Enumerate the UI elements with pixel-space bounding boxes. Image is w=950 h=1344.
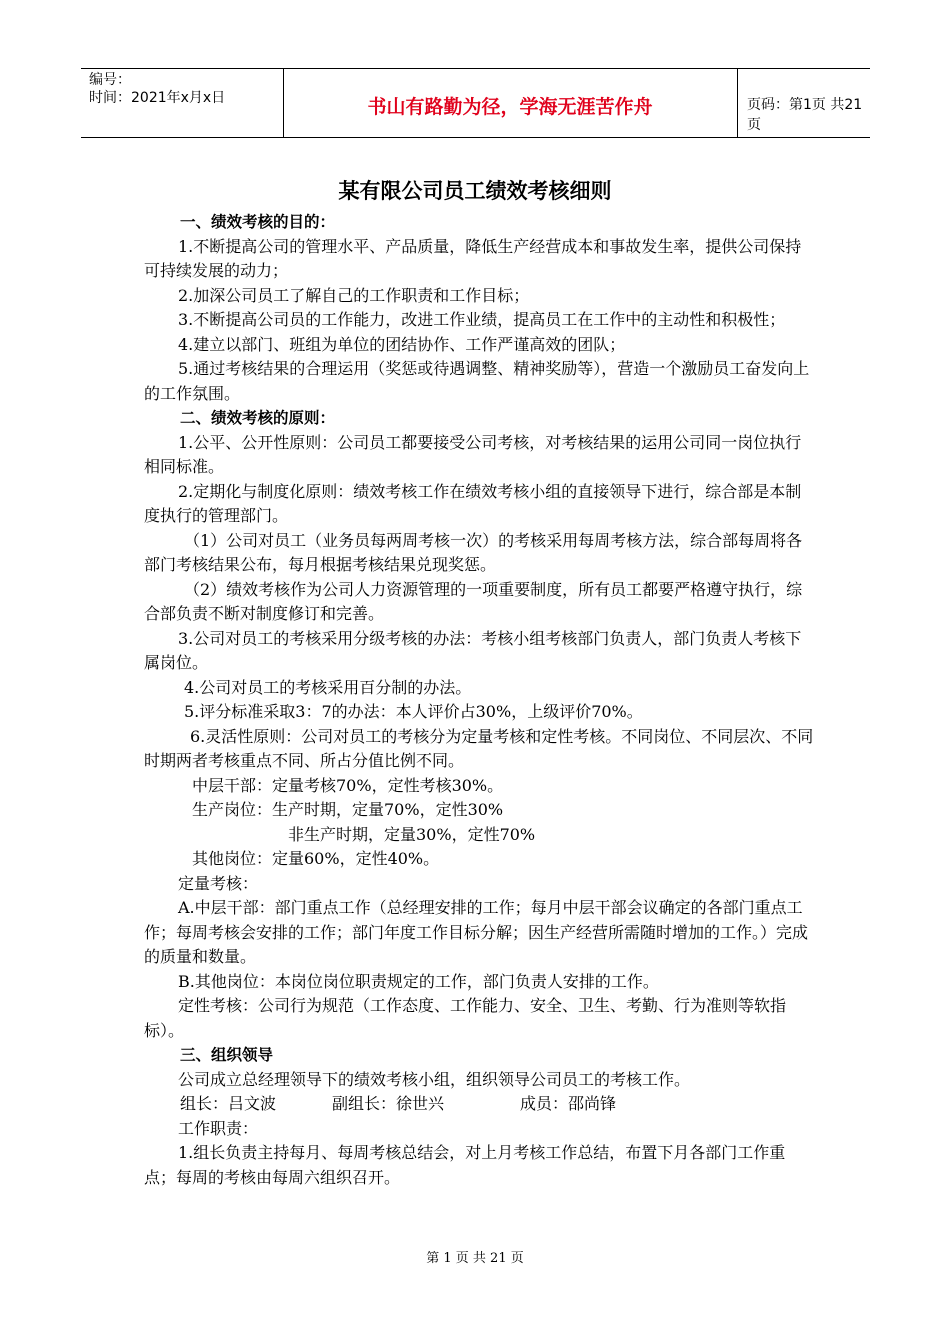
paragraph: 1.组长负责主持每月、每周考核总结会，对上月考核工作总结，布置下月各部门工作重点；每周的考核由每周六组织召开。 [144,1143,786,1187]
paragraph: 3.不断提高公司员的工作能力，改进工作业绩，提高员工在工作中的主动性和积极性； [178,310,786,329]
team-leader: 组长：吕文波 [180,1094,277,1113]
header-page-info: 页码：第1页 共21页 [747,97,863,133]
paragraph: （2）绩效考核作为公司人力资源管理的一项重要制度，所有员工都要严格遵守执行，综合部负责不断对制度修订和完善。 [144,579,803,623]
team-deputy: 副组长：徐世兴 [332,1094,445,1113]
paragraph: 非生产时期，定量30%，定性70% [288,824,536,844]
document-time-label: 时间：2021年x月x日 [89,90,226,106]
section-heading: 一、绩效考核的目的： [180,213,336,231]
page-footer: 第 1 页 共 21 页 [426,1251,524,1266]
paragraph: 定量考核： [178,873,259,893]
paragraph: 4.建立以部门、班组为单位的团结协作、工作严谨高效的团队； [178,334,626,354]
paragraph: 中层干部：定量考核70%，定性考核30%。 [192,775,504,795]
paragraph: 公司成立总经理领导下的绩效考核小组，组织领导公司员工的考核工作。 [178,1069,691,1089]
paragraph: 5.通过考核结果的合理运用（奖惩或待遇调整、精神奖励等），营造一个激励员工奋发向上的工作氛围。 [144,359,810,403]
document-number-label: 编号： [89,72,131,88]
paragraph: 2.加深公司员工了解自己的工作职责和工作目标； [178,285,530,305]
header-motto: 书山有路勤为径，学海无涯苦作舟 [367,96,653,118]
document-title: 某有限公司员工绩效考核细则 [338,179,612,203]
paragraph: 5.评分标准采取3：7的办法：本人评价占30%，上级评价70%。 [184,702,643,721]
paragraph: 6.灵活性原则：公司对员工的考核分为定量考核和定性考核。不同岗位、不同层次、不同时期两者考核重点不同、所占分值比例不同。 [144,726,814,770]
paragraph: 工作职责： [178,1118,259,1138]
section-heading: 二、绩效考核的原则： [180,409,336,427]
paragraph: B.其他岗位：本岗位岗位职责规定的工作，部门负责人安排的工作。 [178,971,659,991]
paragraph: 其他岗位：定量60%，定性40%。 [192,849,440,868]
paragraph: 3.公司对员工的考核采用分级考核的办法：考核小组考核部门负责人，部门负责人考核下属岗位。 [144,628,802,672]
paragraph: 生产岗位：生产时期，定量70%，定性30% [192,800,504,819]
team-member: 成员：邵尚锋 [520,1094,617,1113]
paragraph: 4.公司对员工的考核采用百分制的办法。 [184,677,472,697]
header-info-cell [81,69,284,137]
paragraph: 1.公平、公开性原则：公司员工都要接受公司考核，对考核结果的运用公司同一岗位执行相同标准。 [144,432,802,476]
paragraph: 2.定期化与制度化原则：绩效考核工作在绩效考核小组的直接领导下进行，综合部是本制度执行的管理部门。 [144,481,802,525]
section-heading: 三、组织领导 [180,1046,274,1064]
paragraph: 1.不断提高公司的管理水平、产品质量，降低生产经营成本和事故发生率，提供公司保持可持续发展的动力； [144,236,802,280]
header-motto-cell [283,69,738,137]
paragraph: （1）公司对员工（业务员每两周考核一次）的考核采用每周考核方法，综合部每周将各部门考核结果公布，每月根据考核结果兑现奖惩。 [144,530,803,574]
team-members-line [144,1092,814,1117]
header-page-cell [737,69,870,137]
paragraph: 定性考核：公司行为规范（工作态度、工作能力、安全、卫生、考勤、行为准则等软指标）。 [144,996,787,1040]
document-header [81,68,870,138]
paragraph: A.中层干部：部门重点工作（总经理安排的工作；每月中层干部会议确定的各部门重点工作；每周考核会安排的工作；部门年度工作目标分解；因生产经营所需随时增加的工作。）完成的质量和数量。 [144,898,809,966]
document-body [144,210,814,1190]
